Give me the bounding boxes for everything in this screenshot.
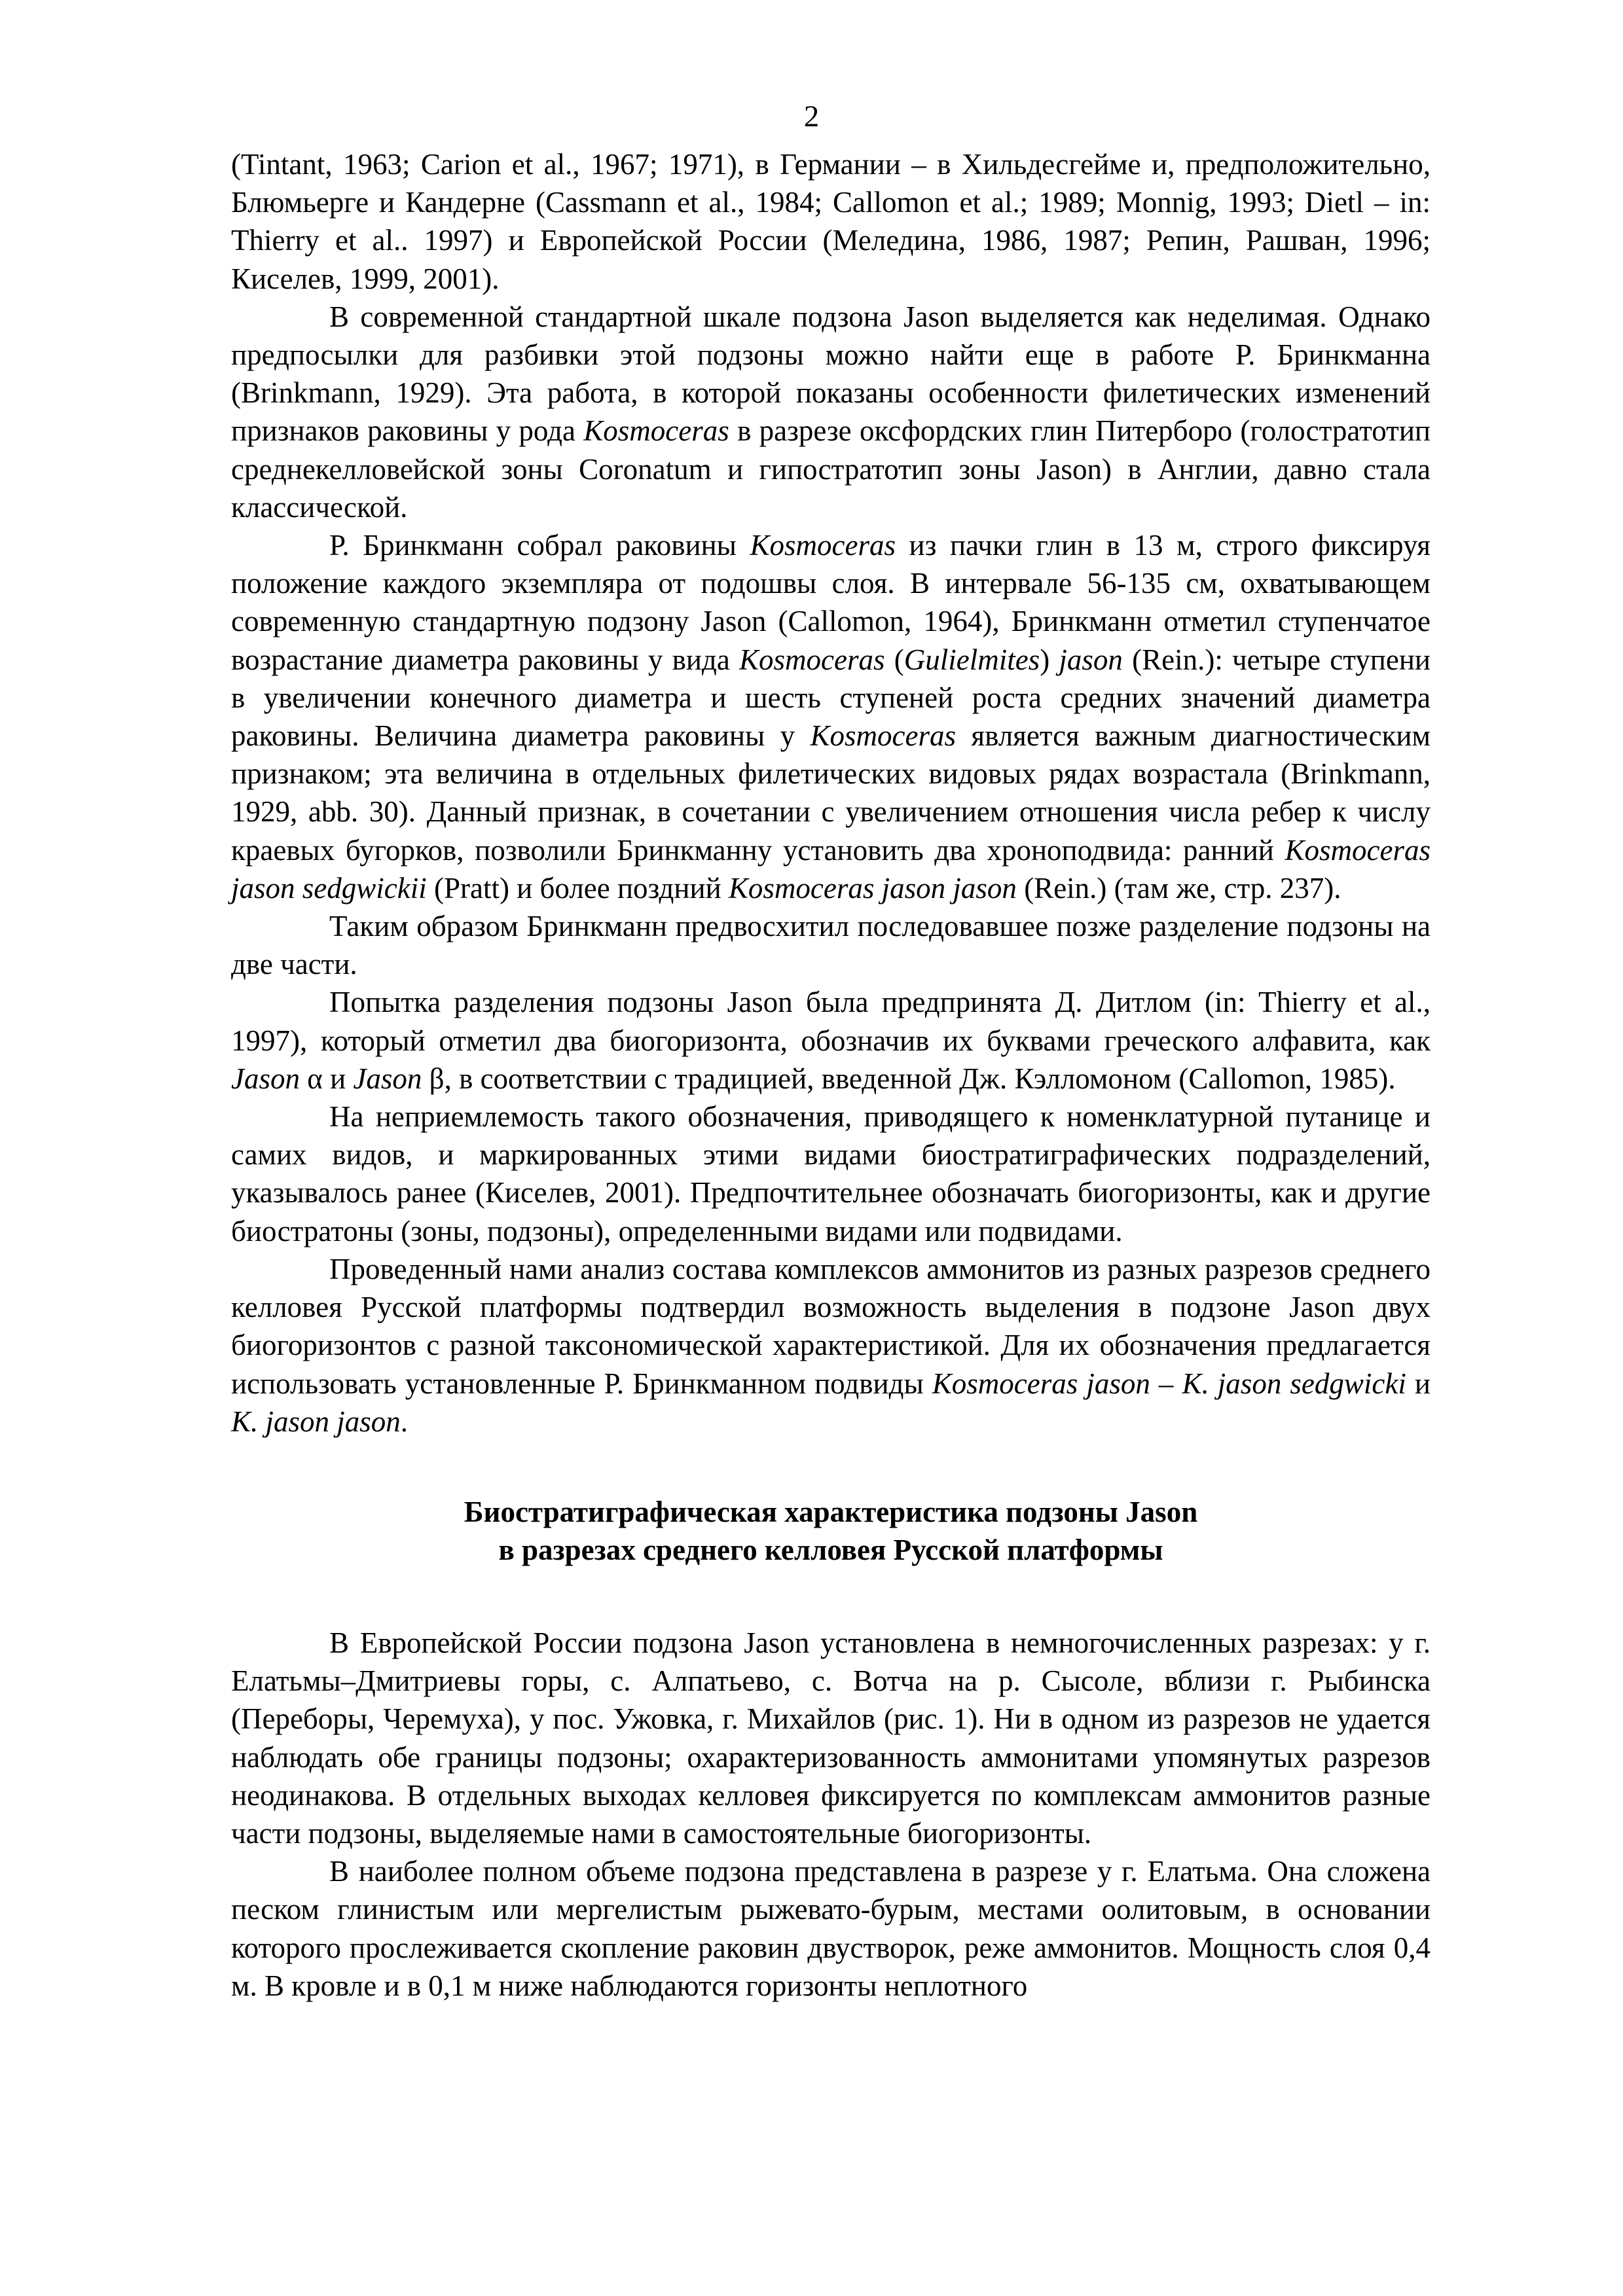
taxon-name: Kosmoceras <box>583 414 729 448</box>
paragraph-9 <box>231 1852 1431 2005</box>
paragraph-4-text: Таким образом Бринкманн предвосхитил последовавшее позже разделение подзоны на две части. <box>231 910 1431 981</box>
paragraph-7-text-a: Проведенный нами анализ состава комплексов аммонитов из разных разрезов среднего келловея Русской платформы подтвердил возможность выделения в подзоне Jason двух биогоризонтов с разной таксономической характеристикой. Для их обозначения предлагается использовать установленные Р. Бринкманном подвиды <box>231 1252 1431 1400</box>
paragraph-7 <box>231 1250 1431 1441</box>
paragraph-1-text: (Tintant, 1963; Carion et al., 1967; 1971), в Германии – в Хильдесгейме и, предположительно, Блюмьерге и Кандерне (Cassmann et al., 1984; Callomon et al.; 1989; Monnig, 1993; Dietl – in: Thierry et al.. 1997) и Европейской России (Меледина, 1986, 1987; Репин, Рашван, 1996; Киселев, 1999, 2001). <box>231 148 1431 295</box>
taxon-name: jason <box>1059 643 1123 676</box>
paragraph-3-text-f: является важным диагностическим признаком; эта величина в отдельных филетических видовых рядах возрастала (Brinkmann, 1929, abb. 30). Данный признак, в сочетании с увеличением отношения числа ребер к числу краевых бугорков, позволили Бринкманну установить два хроноподвида: ранний <box>231 719 1431 867</box>
taxon-name: Kosmoceras jason jason <box>728 871 1017 905</box>
taxon-name: Jason <box>231 1062 300 1095</box>
paragraph-8 <box>231 1624 1431 1852</box>
taxon-name: Gulielmites <box>903 643 1040 676</box>
paragraph-4 <box>231 907 1431 983</box>
section-heading <box>231 1493 1431 1569</box>
paragraph-3-text-d: ) <box>1040 643 1059 676</box>
paragraph-5 <box>231 983 1431 1098</box>
paragraph-7-text-c: . <box>400 1405 409 1438</box>
paragraph-3-text-b: из пачки глин в 13 м, строго фиксируя положение каждого экземпляра от подошвы слоя. В интервале 56-135 см, охватывающем современную стандартную подзону Jason (Callomon, 1964), Бринкманн отметил ступенчатое возрастание диаметра раковины у вида <box>231 529 1431 676</box>
taxon-name: Kosmoceras jason – K. jason sedgwicki <box>932 1367 1406 1400</box>
paragraph-2 <box>231 298 1431 526</box>
taxon-name: Kosmoceras <box>739 643 885 676</box>
paragraph-3-text-a: Р. Бринкманн собрал раковины <box>329 529 750 562</box>
paragraph-1 <box>231 145 1431 298</box>
paragraph-3 <box>231 526 1431 907</box>
paragraph-6 <box>231 1098 1431 1250</box>
paragraph-6-text: На неприемлемость такого обозначения, приводящего к номенклатурной путанице и самих видов, и маркированных этими видами биостратиграфических подразделений, указывалось ранее (Киселев, 2001). Предпочтительнее обозначать биогоризонты, как и другие биостратоны (зоны, подзоны), определенными видами или подвидами. <box>231 1100 1431 1247</box>
paragraph-8-text: В Европейской России подзона Jason установлена в немногочисленных разрезах: у г. Елатьмы–Дмитриевы горы, с. Алпатьево, с. Вотча на р. Сысоле, вблизи г. Рыбинска (Переборы, Черемуха), у пос. Ужовка, г. Михайлов (рис. 1). Ни в одном из разрезов не удается наблюдать обе границы подзоны; охарактеризованность аммонитами упомянутых разрезов неодинакова. В отдельных выходах келловея фиксируется по комплексам аммонитов разные части подзоны, выделяемые нами в самостоятельные биогоризонты. <box>231 1626 1431 1850</box>
taxon-name: Kosmoceras jason sedgwickii <box>231 833 1431 905</box>
paragraph-5-text-a: Попытка разделения подзоны Jason была предпринята Д. Дитлом (in: Thierry et al., 1997), который отметил два биогоризонта, обозначив их буквами греческого алфавита, как <box>231 986 1431 1057</box>
paragraph-2-text-b: в разрезе оксфордских глин Питерборо (голостратотип среднекелловейской зоны Coronatum и гипостратотип зоны Jason) в Англии, давно стала классической. <box>231 414 1431 524</box>
paragraph-3-text-g: (Pratt) и более поздний <box>426 871 729 905</box>
paragraph-2-text-a: В современной стандартной шкале подзона Jason выделяется как неделимая. Однако предпосылки для разбивки этой подзоны можно найти еще в работе Р. Бринкманна (Brinkmann, 1929). Эта работа, в которой показаны особенности филетических изменений признаков раковины у рода <box>231 300 1431 448</box>
paragraph-5-text-b: α и <box>300 1062 354 1095</box>
taxon-name: Jason <box>353 1062 422 1095</box>
paragraph-5-text-c: β, в соответствии с традицией, введенной Дж. Кэлломоном (Callomon, 1985). <box>422 1062 1396 1095</box>
taxon-name: Kosmoceras <box>750 529 896 562</box>
taxon-name: K. jason jason <box>231 1405 401 1438</box>
section-heading-line-1: Биостратиграфическая характеристика подзоны Jason <box>464 1495 1198 1528</box>
paragraph-7-text-b: и <box>1406 1367 1431 1400</box>
taxon-name: Kosmoceras <box>810 719 956 753</box>
page-number: 2 <box>803 99 820 134</box>
section-heading-line-2: в разрезах среднего келловея Русской платформы <box>498 1533 1163 1566</box>
body-text <box>231 145 1431 2005</box>
paragraph-3-text-e: (Rein.): четыре ступени в увеличении конечного диаметра и шесть ступеней роста средних значений диаметра раковины. Величина диаметра раковины у <box>231 643 1431 753</box>
paragraph-9-text: В наиболее полном объеме подзона представлена в разрезе у г. Елатьма. Она сложена песком глинистым или мергелистым рыжевато-бурым, местами оолитовым, в основании которого прослеживается скопление раковин двустворок, реже аммонитов. Мощность слоя 0,4 м. В кровле и в 0,1 м ниже наблюдаются горизонты неплотного <box>231 1855 1431 2002</box>
paragraph-3-text-c: ( <box>884 643 904 676</box>
paragraph-3-text-h: (Rein.) (там же, стр. 237). <box>1016 871 1341 905</box>
